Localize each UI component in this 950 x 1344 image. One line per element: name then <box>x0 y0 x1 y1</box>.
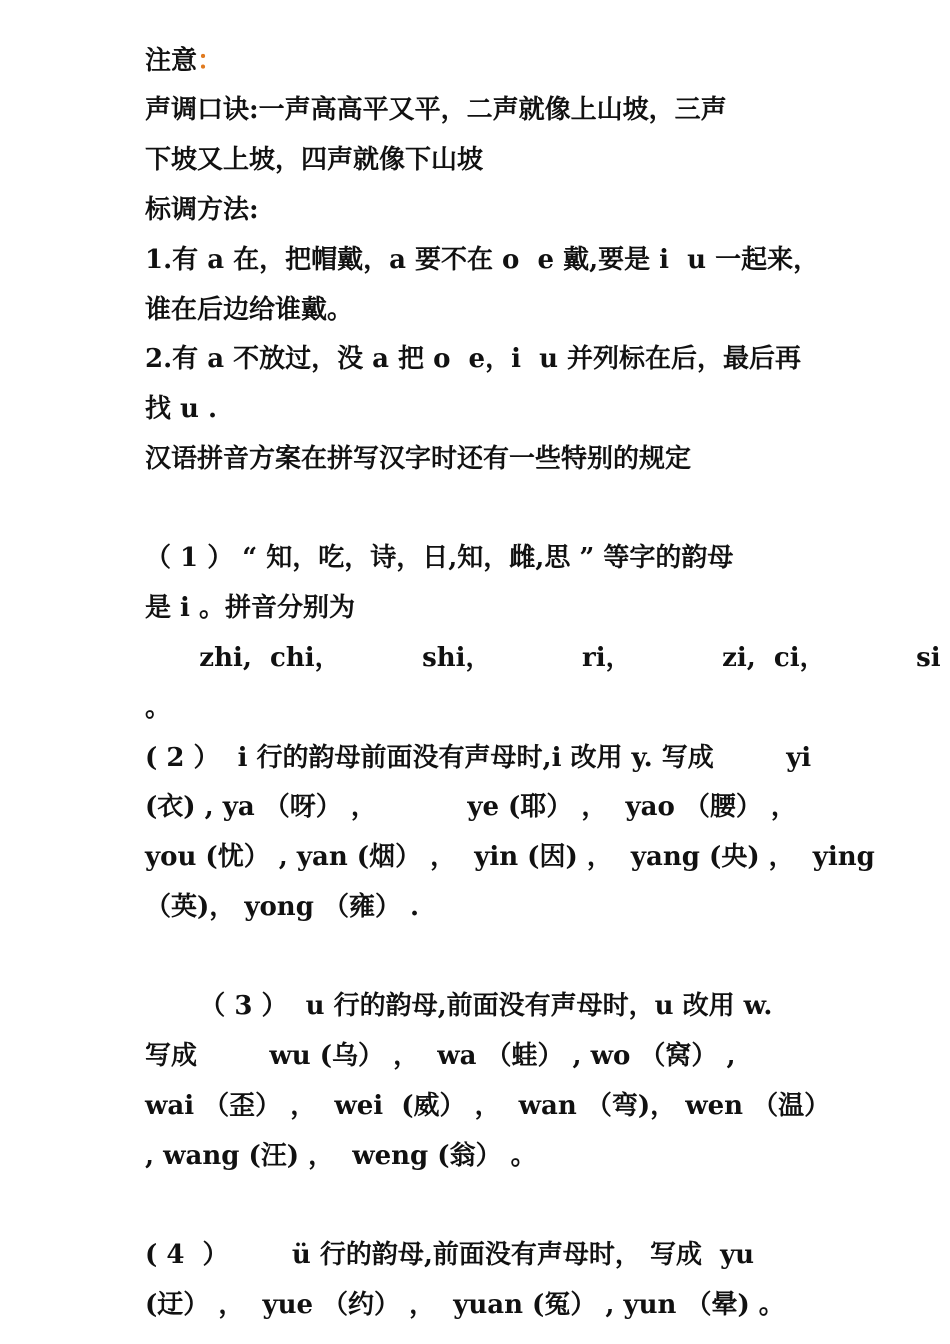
tone-rhyme-line-2: 下坡又上坡，四声就像下山坡 <box>145 145 484 175</box>
section-4-line-1: ( 4 ） ü 行的韵母,前面没有声母时， 写成 yu <box>145 1240 755 1270</box>
note-heading <box>145 44 223 78</box>
rule-1-line-2: 谁在后边给谁戴。 <box>145 295 354 325</box>
section-2-line-4: （英)， yong （雍） . <box>145 892 420 922</box>
section-2-line-2: (衣) , ya （呀） ， ye (耶） ， yao （腰） ， <box>145 792 797 822</box>
section-3-line-3: wai （歪） ， wei (威） ， wan （弯)， wen （温） <box>145 1091 831 1121</box>
note-heading-colon: ： <box>197 46 224 76</box>
rule-2-line-1: 2.有 a 不放过，没 a 把 o e，i u 并列标在后，最后再 <box>145 344 802 374</box>
tone-rhyme-line-1: 声调口诀:一声高高平又平，二声就像上山坡，三声 <box>145 95 727 125</box>
tone-marking-title: 标调方法: <box>145 195 259 225</box>
section-1-pinyin: zhi, chi， shi， ri， zi, ci， si <box>145 643 941 673</box>
section-3-line-4: , wang (汪) ， weng (翁） 。 <box>145 1141 537 1171</box>
note-heading-text: 注意 <box>145 46 198 76</box>
special-rules-intro: 汉语拼音方案在拼写汉字时还有一些特别的规定 <box>145 444 692 474</box>
section-1-line-1: （ 1 ） “ 知，吃，诗，日,知，雌,思 ” 等字的韵母 <box>145 543 734 573</box>
section-3-line-1: （ 3 ） u 行的韵母,前面没有声母时，u 改用 w. <box>145 991 773 1021</box>
section-4-line-2: (迂） ， yue （约） ， yuan (冤） , yun （晕) 。 <box>145 1290 785 1320</box>
rule-1-line-1: 1.有 a 在，把帽戴，a 要不在 o e 戴,要是 i u 一起来， <box>145 245 820 275</box>
section-1-line-2: 是 i 。拼音分别为 <box>145 593 355 623</box>
section-3-line-2: 写成 wu (乌） ， wa （蛙） , wo （窝） , <box>145 1041 736 1071</box>
section-1-end: 。 <box>145 693 172 723</box>
section-2-line-3: you (忧） , yan (烟） ， yin (因) ， yang (央) ， ying <box>145 842 875 872</box>
rule-2-line-2: 找 u . <box>145 394 218 424</box>
section-2-line-1: ( 2 ） i 行的韵母前面没有声母时,i 改用 y. 写成 yi <box>145 743 812 773</box>
